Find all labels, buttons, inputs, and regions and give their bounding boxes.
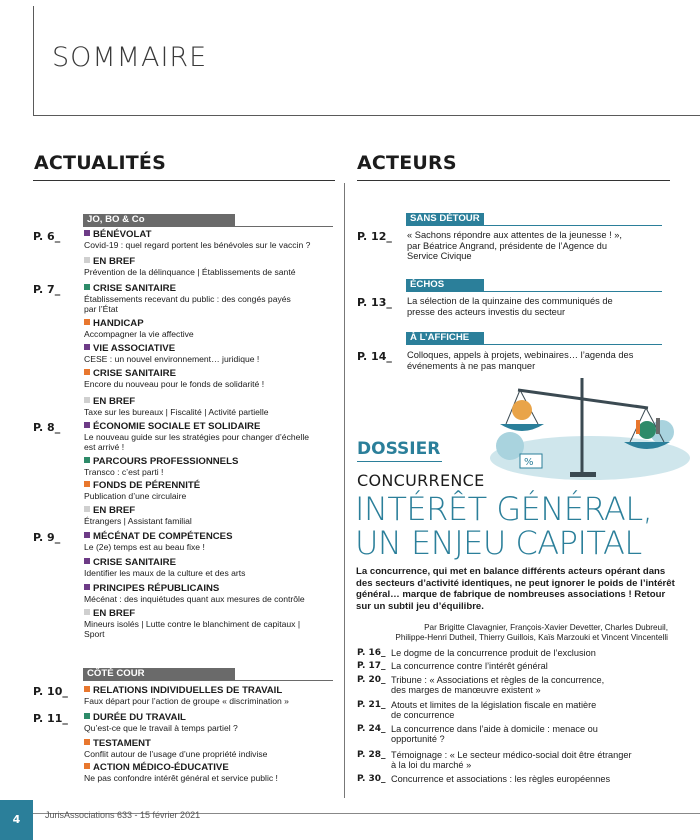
acteur-line: événements à ne pas manquer bbox=[407, 360, 536, 371]
acteur-text-13 bbox=[407, 296, 613, 317]
dossier-item-line: La concurrence dans l’aide à domicile : menace ou bbox=[391, 724, 598, 734]
rubric-text: EN BREF bbox=[93, 608, 136, 619]
page-ref-11: P. 11_ bbox=[33, 712, 68, 725]
dossier-page-ref: P. 24_ bbox=[357, 724, 386, 734]
dossier-item-line: à la loi du marché » bbox=[391, 760, 472, 771]
dossier-item bbox=[391, 724, 598, 745]
rubric-square-icon bbox=[84, 506, 90, 512]
acteur-line: « Sachons répondre aux attentes de la jeunesse ! », bbox=[407, 230, 623, 240]
sommaire-header bbox=[33, 6, 700, 116]
page-ref-13: P. 13_ bbox=[357, 296, 392, 309]
rubric-label bbox=[84, 712, 238, 723]
person-figure bbox=[656, 418, 660, 434]
rubric-text: FONDS DE PÉRENNITÉ bbox=[93, 480, 201, 491]
rubric-square-icon bbox=[84, 584, 90, 590]
dossier-label: DOSSIER bbox=[357, 439, 441, 459]
rubric-label bbox=[84, 480, 200, 491]
dossier-item-line: de concurrence bbox=[391, 710, 455, 721]
dossier-intro: La concurrence, qui met en balance différents acteurs opérant dans des secteurs d’activité identiques, ne peut ignorer le poids de l’intérêt général… marque de fabrique de nombreuses associations ! Retour sur un subtil jeu d’équilibre. bbox=[356, 566, 675, 612]
affiche-label: À L’AFFICHE bbox=[406, 332, 484, 344]
acteur-text-14 bbox=[407, 350, 633, 371]
dossier-item bbox=[391, 675, 604, 696]
rubric-square-icon bbox=[84, 319, 90, 325]
dossier-page-ref: P. 17_ bbox=[357, 661, 386, 671]
entry-description: Accompagner la vie affective bbox=[84, 329, 194, 339]
dossier-item-line: Concurrence et associations : les règles européennes bbox=[391, 774, 611, 784]
toc-entry bbox=[84, 256, 295, 277]
dossier-page-ref: P. 21_ bbox=[357, 700, 386, 710]
toc-entry bbox=[84, 456, 238, 477]
globe-icon bbox=[638, 421, 656, 439]
page-ref-12: P. 12_ bbox=[357, 230, 392, 243]
page-title: SOMMAIRE bbox=[52, 42, 208, 73]
rubric-square-icon bbox=[84, 713, 90, 719]
rubric-text: CRISE SANITAIRE bbox=[93, 557, 176, 568]
rubric-label bbox=[84, 396, 269, 407]
dossier-item bbox=[391, 700, 596, 721]
rubric-square-icon bbox=[84, 558, 90, 564]
rubric-label bbox=[84, 421, 309, 432]
entry-description: Étrangers | Assistant familial bbox=[84, 516, 192, 526]
toc-entry bbox=[84, 343, 259, 364]
acteurs-rule bbox=[357, 180, 670, 181]
rubric-text: RELATIONS INDIVIDUELLES DE TRAVAIL bbox=[93, 685, 283, 696]
toc-entry bbox=[84, 531, 232, 552]
acteur-line: Colloques, appels à projets, webinaires… l’agenda des bbox=[407, 350, 634, 360]
dossier-authors bbox=[356, 623, 668, 643]
rubric-text: MÉCÉNAT DE COMPÉTENCES bbox=[93, 531, 233, 542]
rubric-label bbox=[84, 229, 310, 240]
dossier-page-ref: P. 30_ bbox=[357, 774, 386, 784]
rubric-square-icon bbox=[84, 230, 90, 236]
toc-entry bbox=[84, 480, 200, 501]
toc-entry bbox=[84, 421, 309, 452]
entry-description: Publication d’une circulaire bbox=[84, 491, 187, 501]
rubric-text: BÉNÉVOLAT bbox=[93, 229, 152, 240]
entry-description: est arrivé ! bbox=[84, 442, 125, 452]
dossier-item bbox=[391, 661, 548, 671]
entry-description: CESE : un nouvel environnement… juridique ! bbox=[84, 354, 260, 364]
rubric-label bbox=[84, 505, 192, 516]
toc-entry bbox=[84, 396, 269, 417]
rubric-text: ÉCONOMIE SOCIALE ET SOLIDAIRE bbox=[93, 421, 261, 432]
entry-description: Ne pas confondre intérêt général et service public ! bbox=[84, 773, 278, 783]
toc-entry bbox=[84, 608, 300, 639]
page-ref-6: P. 6_ bbox=[33, 230, 61, 243]
rubric-label bbox=[84, 583, 305, 594]
dossier-item-line: Atouts et limites de la législation fiscale en matière bbox=[391, 700, 597, 710]
toc-entry bbox=[84, 583, 305, 604]
toc-entry bbox=[84, 368, 264, 389]
dossier-page-ref: P. 16_ bbox=[357, 648, 386, 658]
echos-line bbox=[406, 291, 662, 292]
rubric-label bbox=[84, 608, 300, 619]
rubric-square-icon bbox=[84, 369, 90, 375]
dossier-kicker: CONCURRENCE bbox=[357, 471, 485, 490]
rubric-text: EN BREF bbox=[93, 256, 136, 267]
acteur-line: Service Civique bbox=[407, 251, 472, 262]
dossier-page-ref: P. 20_ bbox=[357, 675, 386, 685]
entry-description: Mineurs isolés | Lutte contre le blanchiment de capitaux | bbox=[84, 619, 301, 629]
rubric-label bbox=[84, 456, 238, 467]
scale-pan-left bbox=[500, 424, 544, 431]
toc-entry bbox=[84, 283, 291, 314]
person-figure bbox=[636, 420, 640, 434]
rubric-label bbox=[84, 738, 267, 749]
toc-entry bbox=[84, 318, 194, 339]
rubric-label bbox=[84, 531, 232, 542]
page-ref-14: P. 14_ bbox=[357, 350, 392, 363]
authors-line: Philippe-Henri Dutheil, Thierry Guillois, Kaïs Marzouki et Vincent Vincentelli bbox=[395, 633, 668, 642]
rubric-text: PRINCIPES RÉPUBLICAINS bbox=[93, 583, 220, 594]
dossier-item bbox=[391, 774, 610, 784]
page-ref-7: P. 7_ bbox=[33, 283, 61, 296]
rubric-square-icon bbox=[84, 257, 90, 263]
toc-entry bbox=[84, 712, 238, 733]
dossier-item-line: Témoignage : « Le secteur médico-social doit être étranger bbox=[391, 750, 632, 760]
dossier-item-line: Le dogme de la concurrence produit de l’exclusion bbox=[391, 648, 596, 658]
entry-description: Qu’est-ce que le travail à temps partiel ? bbox=[84, 723, 238, 733]
rubric-text: HANDICAP bbox=[93, 318, 144, 329]
entry-description: Le (2e) temps est au beau fixe ! bbox=[84, 542, 205, 552]
acteur-line: La sélection de la quinzaine des communiqués de bbox=[407, 296, 613, 306]
rubric-text: EN BREF bbox=[93, 396, 136, 407]
page-ref-10: P. 10_ bbox=[33, 685, 68, 698]
actualites-rule bbox=[33, 180, 335, 181]
dossier-page-ref: P. 28_ bbox=[357, 750, 386, 760]
rubric-label bbox=[84, 318, 194, 329]
dossier-rule bbox=[357, 461, 442, 462]
entry-description: Covid-19 : quel regard portent les bénévoles sur le vaccin ? bbox=[84, 240, 311, 250]
acteur-line: par Béatrice Angrand, présidente de l’Agence du bbox=[407, 240, 608, 251]
rubric-label bbox=[84, 368, 264, 379]
toc-entry bbox=[84, 557, 245, 578]
sans-detour-line bbox=[406, 225, 662, 226]
toc-entry bbox=[84, 685, 289, 706]
cote-section-line bbox=[83, 680, 333, 681]
sans-detour-label: SANS DÉTOUR bbox=[406, 213, 484, 225]
rubric-square-icon bbox=[84, 422, 90, 428]
rubric-square-icon bbox=[84, 686, 90, 692]
percent-glyph: % bbox=[524, 457, 534, 468]
rubric-label bbox=[84, 256, 295, 267]
toc-entry bbox=[84, 229, 310, 250]
rubric-square-icon bbox=[84, 763, 90, 769]
entry-description: Faux départ pour l’action de groupe « discrimination » bbox=[84, 696, 289, 706]
entry-description: Transco : c’est parti ! bbox=[84, 467, 164, 477]
balance-scale-illustration bbox=[480, 372, 690, 484]
entry-description: Mécénat : des inquiétudes quant aux mesures de contrôle bbox=[84, 594, 305, 604]
rubric-text: DURÉE DU TRAVAIL bbox=[93, 712, 186, 723]
footer-publication: JurisAssociations 633 - 15 février 2021 bbox=[45, 810, 201, 820]
toc-entry bbox=[84, 505, 192, 526]
rubric-text: CRISE SANITAIRE bbox=[93, 283, 176, 294]
entry-description: Identifier les maux de la culture et des arts bbox=[84, 568, 246, 578]
footer-page-number: 4 bbox=[0, 800, 33, 840]
dossier-item-line: opportunité ? bbox=[391, 734, 445, 745]
rubric-label bbox=[84, 343, 259, 354]
rubric-label bbox=[84, 762, 278, 773]
dossier-item bbox=[391, 750, 632, 771]
rubric-text: PARCOURS PROFESSIONNELS bbox=[93, 456, 239, 467]
rubric-square-icon bbox=[84, 344, 90, 350]
rubric-label bbox=[84, 557, 245, 568]
entry-description: Le nouveau guide sur les stratégies pour changer d’échelle bbox=[84, 432, 310, 442]
toc-entry bbox=[84, 762, 278, 783]
rubric-text: VIE ASSOCIATIVE bbox=[93, 343, 176, 354]
rubric-text: ACTION MÉDICO-ÉDUCATIVE bbox=[93, 762, 229, 773]
page-ref-8: P. 8_ bbox=[33, 421, 61, 434]
toc-entry bbox=[84, 738, 267, 759]
dossier-title-line: UN ENJEU CAPITAL bbox=[355, 524, 642, 562]
entry-description: Prévention de la délinquance | Établissements de santé bbox=[84, 267, 296, 277]
rubric-square-icon bbox=[84, 481, 90, 487]
rubric-square-icon bbox=[84, 397, 90, 403]
coin-icon bbox=[512, 400, 532, 420]
jo-section-label: JO, BO & Co bbox=[83, 214, 235, 226]
rubric-square-icon bbox=[84, 532, 90, 538]
acteur-text-12 bbox=[407, 230, 622, 262]
dossier-item-line: La concurrence contre l’intérêt général bbox=[391, 661, 548, 671]
entry-description: Taxe sur les bureaux | Fiscalité | Activité partielle bbox=[84, 407, 269, 417]
rubric-square-icon bbox=[84, 457, 90, 463]
rubric-square-icon bbox=[84, 739, 90, 745]
rubric-text: EN BREF bbox=[93, 505, 136, 516]
entry-description: Établissements recevant du public : des congés payés bbox=[84, 294, 291, 304]
dossier-title-line: INTÉRÊT GÉNÉRAL, bbox=[355, 490, 653, 528]
entry-description: Sport bbox=[84, 629, 105, 639]
entry-description: par l’État bbox=[84, 304, 118, 314]
scale-base bbox=[570, 472, 596, 477]
jo-section-line bbox=[83, 226, 333, 227]
acteur-line: presse des acteurs investis du secteur bbox=[407, 306, 566, 317]
rubric-label bbox=[84, 685, 289, 696]
dossier-title bbox=[355, 492, 652, 560]
entry-description: Encore du nouveau pour le fonds de solidarité ! bbox=[84, 379, 265, 389]
cote-section-label: CÔTÉ COUR bbox=[83, 668, 235, 680]
dossier-item bbox=[391, 648, 596, 658]
page-ref-9: P. 9_ bbox=[33, 531, 61, 544]
dossier-item-line: Tribune : « Associations et règles de la concurrence, bbox=[391, 675, 605, 685]
dossier-item-line: des marges de manœuvre existent » bbox=[391, 685, 541, 696]
entry-description: Conflit autour de l’usage d’une propriété indivise bbox=[84, 749, 268, 759]
authors-line: Par Brigitte Clavagnier, François-Xavier Devetter, Charles Dubreuil, bbox=[424, 623, 668, 632]
acteurs-heading: ACTEURS bbox=[357, 152, 457, 174]
echos-label: ÉCHOS bbox=[406, 279, 484, 291]
rubric-square-icon bbox=[84, 284, 90, 290]
column-divider bbox=[344, 183, 345, 798]
rubric-square-icon bbox=[84, 609, 90, 615]
affiche-line bbox=[406, 344, 662, 345]
rubric-text: TESTAMENT bbox=[93, 738, 151, 749]
rubric-label bbox=[84, 283, 291, 294]
actualites-heading: ACTUALITÉS bbox=[34, 152, 166, 174]
rubric-text: CRISE SANITAIRE bbox=[93, 368, 176, 379]
